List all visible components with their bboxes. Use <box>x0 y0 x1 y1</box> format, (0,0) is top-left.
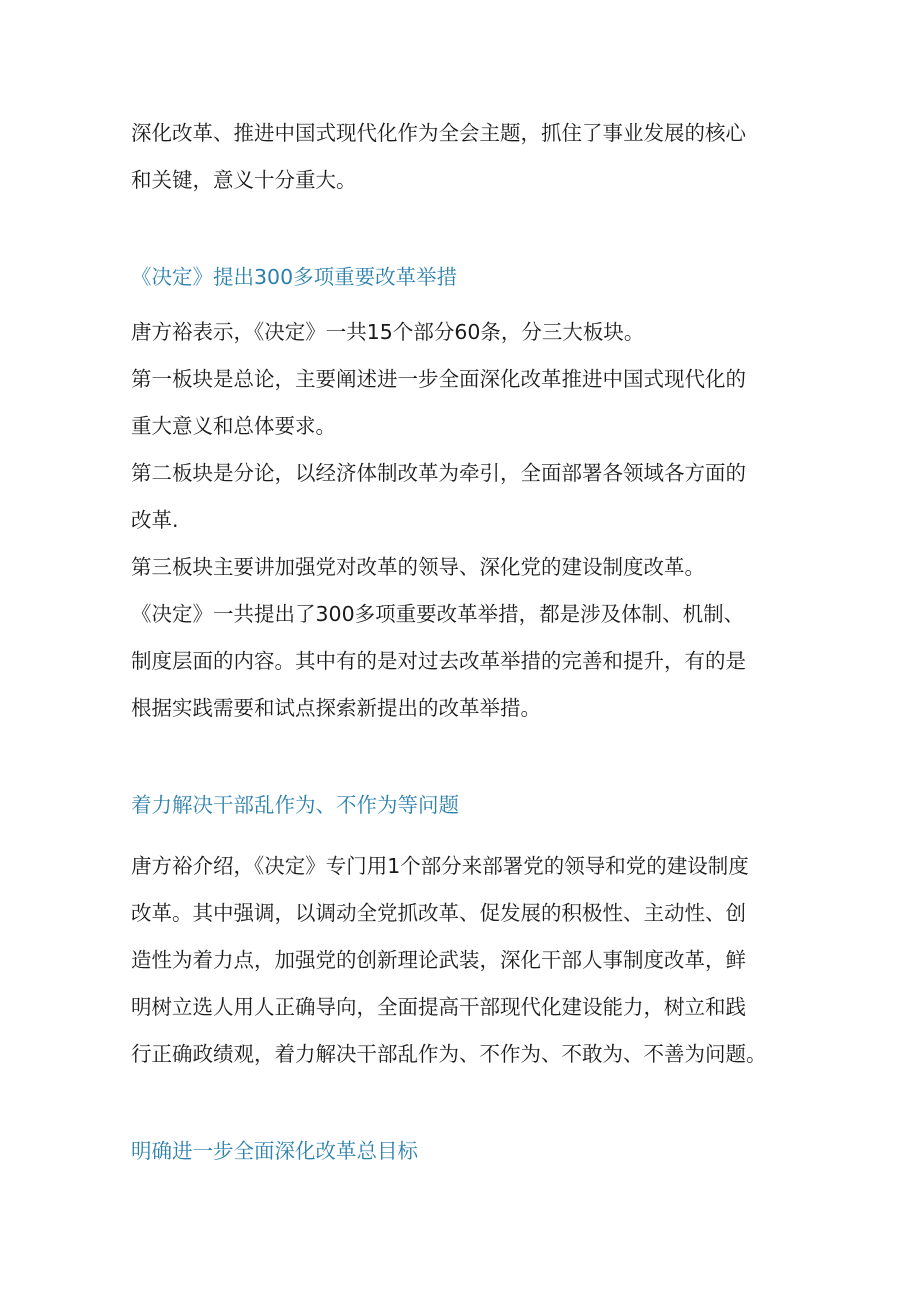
article-body <box>131 110 799 1175</box>
intro-paragraph <box>131 110 799 204</box>
text-line: 唐方裕介绍，《决定》专门用1个部分来部署党的领导和党的建设制度 <box>131 854 749 878</box>
text-line: 和关键，意义十分重大。 <box>131 168 357 192</box>
text-line: 第二板块是分论，以经济体制改革为牵引，全面部署各领域各方面的 <box>131 461 746 485</box>
paragraph <box>131 356 799 450</box>
section-heading: 明确进一步全面深化改革总目标 <box>131 1139 418 1163</box>
paragraph <box>131 591 799 732</box>
text-line: 造性为着力点，加强党的创新理论武装，深化干部人事制度改革，鲜 <box>131 948 746 972</box>
text-line: 第三板块主要讲加强党对改革的领导、深化党的建设制度改革。 <box>131 555 705 579</box>
text-line: 《决定》一共提出了300多项重要改革举措，都是涉及体制、机制、 <box>131 602 745 626</box>
section-heading: 《决定》提出300多项重要改革举措 <box>131 265 458 289</box>
text-line: 改革。其中强调，以调动全党抓改革、促发展的积极性、主动性、创 <box>131 901 746 925</box>
section-overall-goal <box>131 1128 799 1175</box>
text-line: 唐方裕表示，《决定》一共15个部分60条，分三大板块。 <box>131 320 645 344</box>
paragraph <box>131 843 799 1078</box>
paragraph <box>131 544 799 591</box>
section-heading: 着力解决干部乱作为、不作为等问题 <box>131 793 459 817</box>
text-line: 根据实践需要和试点探索新提出的改革举措。 <box>131 696 541 720</box>
text-line: 重大意义和总体要求。 <box>131 414 336 438</box>
section-cadre-issues <box>131 782 799 1078</box>
text-line: 改革. <box>131 508 179 532</box>
text-line: 深化改革、推进中国式现代化作为全会主题，抓住了事业发展的核心 <box>131 121 746 145</box>
text-line: 第一板块是总论，主要阐述进一步全面深化改革推进中国式现代化的 <box>131 367 746 391</box>
section-reform-measures <box>131 254 799 732</box>
text-line: 制度层面的内容。其中有的是对过去改革举措的完善和提升，有的是 <box>131 649 746 673</box>
text-line: 明树立选人用人正确导向，全面提高干部现代化建设能力，树立和践 <box>131 995 746 1019</box>
paragraph <box>131 450 799 544</box>
text-line: 行正确政绩观，着力解决干部乱作为、不作为、不敢为、不善为问题。 <box>131 1042 767 1066</box>
paragraph <box>131 309 799 356</box>
